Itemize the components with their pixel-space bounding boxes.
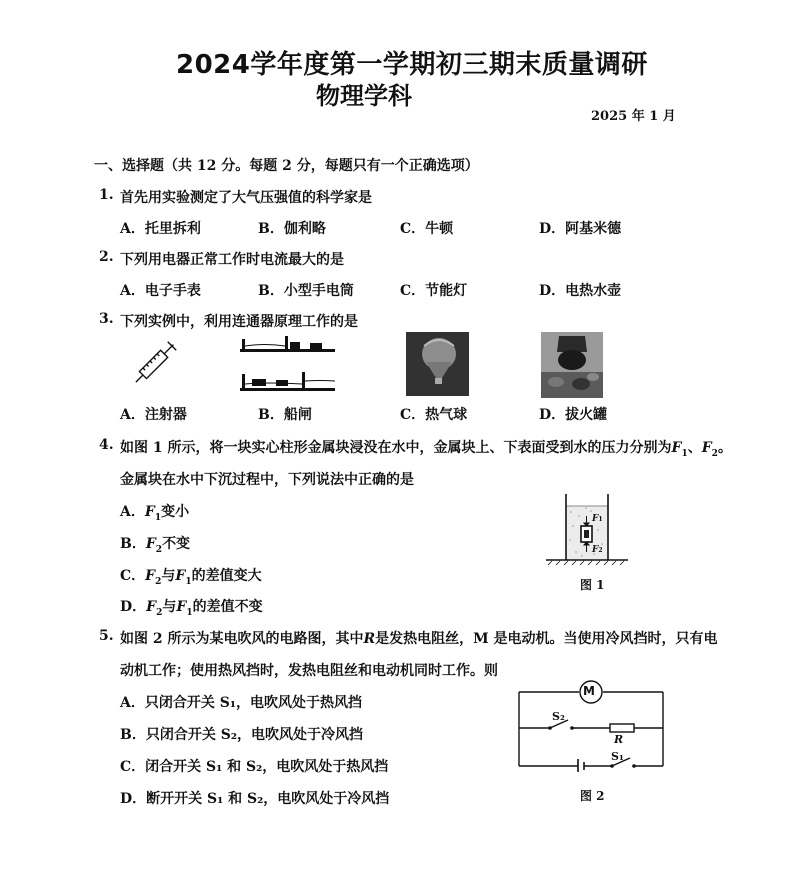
option-letter: A．: [120, 504, 145, 520]
separator: 、: [687, 440, 702, 456]
option-text: 变小: [161, 504, 190, 520]
subscript: 1: [598, 516, 603, 523]
option-letter: B．: [120, 536, 146, 552]
option-a: A．只闭合开关 S₁，电吹风处于热风挡: [120, 695, 362, 711]
switch-s1-label: S₁: [611, 750, 624, 763]
figure-1-caption: 图 1: [580, 578, 605, 592]
option-a: A．托里拆利: [120, 221, 201, 237]
question-stem-line1: [120, 437, 732, 459]
option-c: C．热气球: [400, 407, 468, 423]
option-c: C．牛顿: [400, 221, 454, 237]
fig1-label-f1: [592, 514, 603, 524]
fig1-label-f2: [592, 545, 603, 555]
ship-lock-image: [240, 334, 335, 394]
exam-title: 2024学年度第一学期初三期末质量调研: [176, 50, 648, 80]
option-a: A．电子手表: [120, 283, 201, 299]
motor-label: M: [583, 684, 595, 698]
syringe-image: [126, 334, 184, 392]
question-number: 3.: [99, 311, 114, 327]
exam-date: 2025 年 1 月: [591, 109, 676, 124]
question-stem-line2: 动机工作；使用热风挡时，发热电阻丝和电动机同时工作。则: [120, 663, 498, 679]
subject-title: 物理学科: [316, 82, 412, 110]
figure-1-beaker: [546, 492, 628, 568]
stem-end: 。: [717, 440, 732, 456]
symbol-f: F: [175, 568, 186, 584]
question-stem: 下列用电器正常工作时电流最大的是: [120, 252, 344, 268]
subscript: 1: [185, 576, 192, 587]
subscript: 2: [711, 448, 718, 459]
subscript: 1: [681, 448, 688, 459]
option-text: 与: [161, 568, 176, 584]
option-text: 与: [162, 599, 177, 615]
question-stem-line1: [120, 628, 718, 648]
symbol-f: F: [176, 599, 187, 615]
option-a: [120, 501, 189, 523]
option-c: C．节能灯: [400, 283, 468, 299]
option-b: [120, 533, 190, 555]
option-d: [120, 596, 263, 618]
symbol-f: F: [701, 440, 712, 456]
option-d: D．电热水壶: [539, 283, 622, 299]
question-number: 5.: [99, 628, 114, 644]
option-d: D．断开开关 S₁ 和 S₂，电吹风处于冷风挡: [120, 791, 390, 807]
subscript: 1: [186, 607, 193, 618]
option-b: B．只闭合开关 S₂，电吹风处于冷风挡: [120, 727, 363, 743]
symbol-r: R: [363, 631, 376, 647]
symbol-f: F: [146, 599, 157, 615]
resistor-label: R: [614, 733, 624, 746]
symbol-f: F: [592, 514, 599, 524]
subscript: 2: [155, 544, 163, 555]
symbol-f: F: [145, 536, 156, 552]
question-stem-line2: 金属块在水中下沉过程中，下列说法中正确的是: [120, 472, 414, 488]
option-b: B．伽利略: [258, 221, 326, 237]
figure-2-caption: 图 2: [580, 789, 605, 803]
symbol-f: F: [592, 545, 599, 555]
subscript: 1: [154, 512, 162, 523]
option-letter: D．: [120, 599, 147, 615]
stem-text: 如图 1 所示，将一块实心柱形金属块浸没在水中，金属块上、下表面受到水的压力分别为: [120, 440, 672, 456]
symbol-f: F: [144, 504, 155, 520]
question-number: 4.: [99, 437, 114, 453]
option-d: D．拔火罐: [539, 407, 608, 423]
stem-text: 是发热电阻丝，M 是电动机。当使用冷风挡时，只有电: [375, 631, 718, 647]
subscript: 2: [155, 576, 162, 587]
question-stem: 下列实例中，利用连通器原理工作的是: [120, 314, 358, 330]
option-c: C．闭合开关 S₁ 和 S₂，电吹风处于热风挡: [120, 759, 389, 775]
question-stem: 首先用实验测定了大气压强值的科学家是: [120, 190, 372, 206]
cupping-image: [541, 332, 603, 398]
option-text: 不变: [162, 536, 191, 552]
option-letter: C．: [120, 568, 146, 584]
stem-text: 如图 2 所示为某电吹风的电路图，其中: [120, 631, 364, 647]
option-c: [120, 565, 262, 587]
question-number: 1.: [99, 187, 114, 203]
option-a: A．注射器: [120, 407, 187, 423]
option-text: 的差值不变: [192, 599, 263, 615]
symbol-f: F: [145, 568, 156, 584]
option-text: 的差值变大: [191, 568, 262, 584]
option-b: B．船闸: [258, 407, 312, 423]
option-b: B．小型手电筒: [258, 283, 354, 299]
hot-air-balloon-image: [406, 332, 469, 396]
section-heading: 一、选择题（共 12 分。每题 2 分，每题只有一个正确选项）: [94, 158, 479, 174]
subscript: 2: [156, 607, 163, 618]
symbol-f: F: [671, 440, 682, 456]
question-number: 2.: [99, 249, 114, 265]
switch-s2-label: S₂: [552, 710, 565, 723]
subscript: 2: [598, 547, 603, 554]
option-d: D．阿基米德: [539, 221, 622, 237]
